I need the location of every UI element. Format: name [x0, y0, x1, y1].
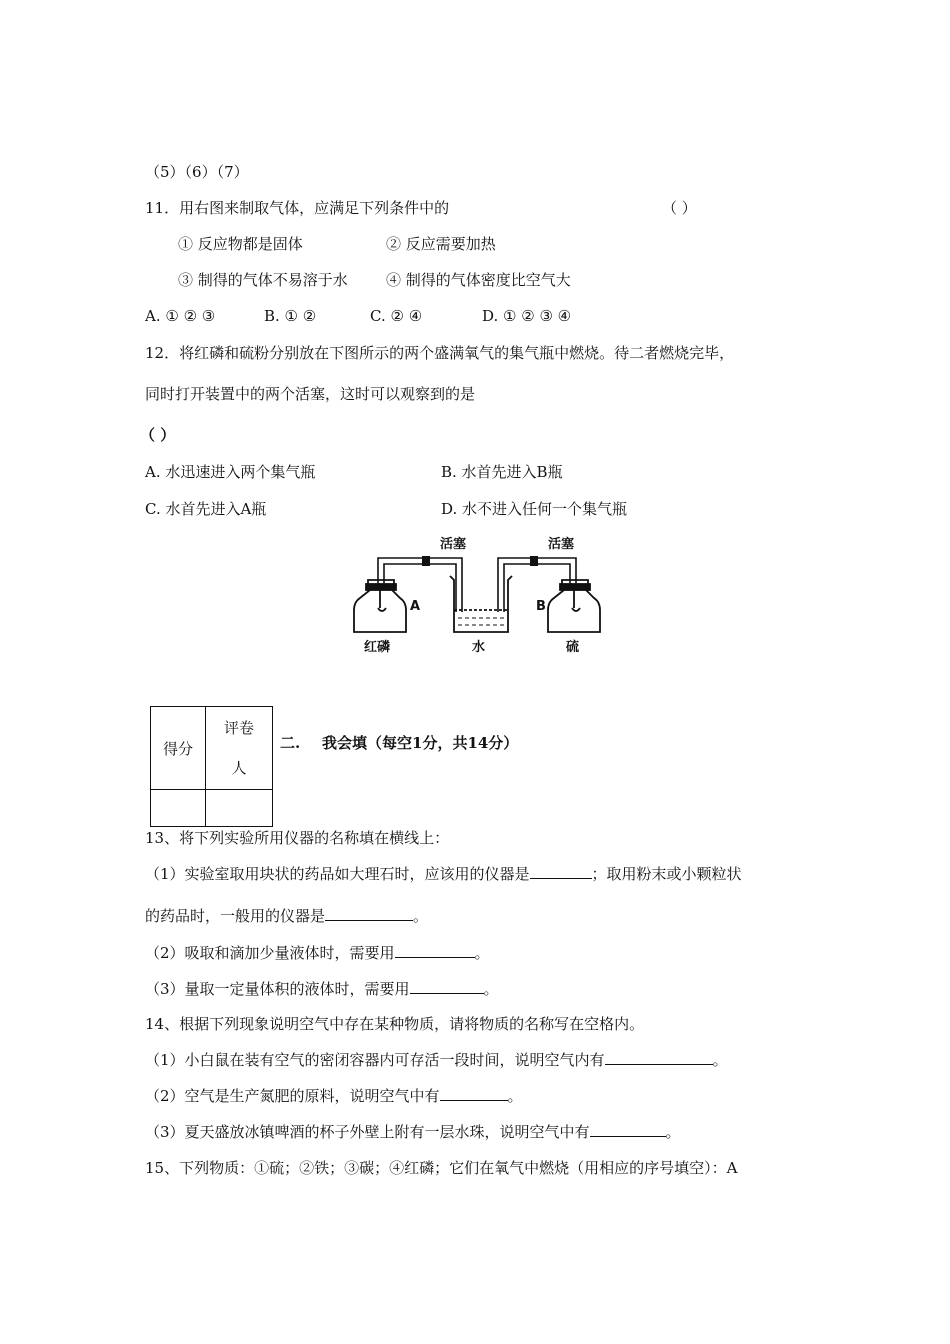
q13-part1-text-a: （1）实验室取用块状的药品如大理石时，应该用的仪器是 [145, 865, 530, 883]
q14-part3-text-b: 。 [665, 1123, 681, 1141]
q13-blank-2[interactable] [325, 906, 413, 921]
score-label: 得分 [162, 739, 193, 758]
q14-blank-2[interactable] [440, 1086, 508, 1101]
q14-stem: 14、根据下列现象说明空气中存在某种物质，请将物质的名称写在空格内。 [145, 1015, 645, 1033]
q11-condition-4: ④ 制得的气体密度比空气大 [386, 271, 571, 289]
valve-left-mark [422, 556, 430, 566]
grader-label-cell [206, 707, 273, 790]
left-bottle-label: 红磷 [364, 640, 391, 655]
right-bottle [548, 580, 600, 632]
q14-part3-text-a: （3）夏天盛放冰镇啤酒的杯子外壁上附有一层水珠，说明空气中有 [145, 1123, 590, 1141]
score-entry-cell[interactable] [151, 790, 206, 827]
q13-part3 [145, 979, 499, 999]
grader-label-line2: 人 [231, 759, 247, 777]
q13-part1-text-b: ；取用粉末或小颗粒状 [591, 865, 742, 883]
q13-part2 [145, 943, 490, 963]
valve-left-label: 活塞 [440, 537, 467, 552]
q11-condition-3: ③ 制得的气体不易溶于水 [178, 271, 348, 289]
q12-option-a: A. 水迅速进入两个集气瓶 [145, 463, 316, 481]
q11-option-a: A. ① ② ③ [145, 307, 216, 325]
q11-stem: 11．用右图来制取气体，应满足下列条件中的 [145, 199, 450, 217]
q14-part1-text-a: （1）小白鼠在装有空气的密闭容器内可存活一段时间，说明空气内有 [145, 1051, 605, 1069]
valve-right-mark [530, 556, 538, 566]
left-bottle [354, 580, 406, 632]
q11-condition-2: ② 反应需要加热 [386, 235, 496, 253]
q12-option-d: D. 水不进入任何一个集气瓶 [441, 500, 628, 518]
q13-part2-text-b: 。 [474, 944, 490, 962]
q12-option-c: C. 水首先进入A瓶 [145, 500, 267, 518]
section2-title: 我会填（每空1分，共14分） [322, 734, 519, 752]
bottle-a-label: A [410, 599, 421, 614]
q13-blank-4[interactable] [410, 979, 484, 994]
q12-option-b: B. 水首先进入B瓶 [441, 463, 563, 481]
q14-part1 [145, 1050, 728, 1070]
water-beaker [450, 576, 512, 632]
q11-option-b: B. ① ② [264, 307, 317, 325]
grader-label-line1: 评卷 [223, 719, 254, 737]
connecting-tubes [378, 558, 576, 612]
q13-part3-text-a: （3）量取一定量体积的液体时，需要用 [145, 980, 410, 998]
q14-blank-1[interactable] [605, 1050, 713, 1065]
q12-stem-line1: 12．将红磷和硫粉分别放在下图所示的两个盛满氧气的集气瓶中燃烧。待二者燃烧完毕， [145, 344, 735, 362]
q13-part1-text-d: 。 [413, 907, 429, 925]
q13-part2-text-a: （2）吸取和滴加少量液体时，需要用 [145, 944, 395, 962]
water-label: 水 [472, 640, 486, 655]
q12-answer-paren: （ ） [140, 426, 176, 444]
right-bottle-label: 硫 [566, 640, 580, 655]
apparatus-diagram [340, 532, 620, 657]
valve-right-label: 活塞 [548, 537, 575, 552]
q14-blank-3[interactable] [590, 1122, 666, 1137]
q13-blank-1[interactable] [530, 864, 592, 879]
q13-blank-3[interactable] [395, 943, 475, 958]
q11-option-c: C. ② ④ [370, 307, 423, 325]
bottle-b-label: B [536, 599, 546, 614]
score-label-cell [151, 707, 206, 790]
section2-number: 二. [280, 734, 301, 752]
score-table [150, 706, 273, 827]
q13-part1-text-c: 的药品时，一般用的仪器是 [145, 907, 326, 925]
q11-answer-paren: （ ） [662, 199, 697, 217]
q12-stem-line2: 同时打开装置中的两个活塞，这时可以观察到的是 [145, 385, 476, 403]
q14-part2-text-b: 。 [507, 1087, 523, 1105]
q13-part1-line2 [145, 906, 428, 926]
q15-stem: 15、下列物质：①硫；②铁；③碳；④红磷；它们在氧气中燃烧（用相应的序号填空）：A [145, 1159, 738, 1177]
q14-part3 [145, 1122, 681, 1142]
grader-entry-cell[interactable] [206, 790, 273, 827]
q14-part1-text-b: 。 [712, 1051, 728, 1069]
q11-condition-1: ① 反应物都是固体 [178, 235, 303, 253]
q13-part1-line1 [145, 864, 742, 884]
q13-stem: 13、将下列实验所用仪器的名称填在横线上： [145, 829, 450, 847]
q14-part2 [145, 1086, 523, 1106]
question-fragment: （5）（6）（7） [145, 163, 249, 181]
q13-part3-text-b: 。 [483, 980, 499, 998]
q11-option-d: D. ① ② ③ ④ [482, 307, 572, 325]
q14-part2-text-a: （2）空气是生产氮肥的原料，说明空气中有 [145, 1087, 440, 1105]
